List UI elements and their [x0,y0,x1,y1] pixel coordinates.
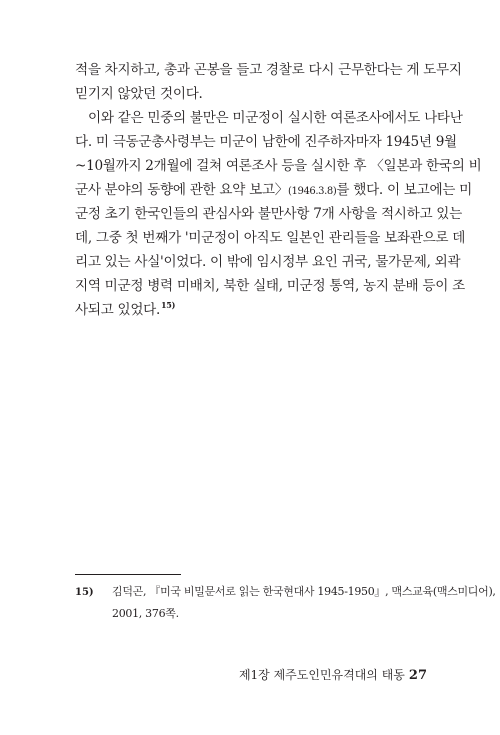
footnote-text: 2001, 376쪽. [112,607,179,620]
chapter-title: 제1장 제주도인민유격대의 태동 [238,668,405,682]
footnote-text: 김덕곤, 『미국 비밀문서로 읽는 한국현대사 1945-1950』, 맥스교육(맥스미디어), [112,585,496,598]
line-part: 사되고 있었다. [75,302,161,318]
line-part: 를 했다. 이 보고에는 미 [336,182,472,198]
paragraph-line: 적을 차지하고, 총과 곤봉을 들고 경찰로 다시 근무한다는 게 도무지 [75,62,462,78]
paragraph-line: 이와 같은 민중의 불만은 미군정이 실시한 여론조사에서도 나타난 [88,110,463,126]
running-footer [239,666,427,683]
paragraph-line: 리고 있는 사실'이었다. 이 밖에 임시정부 요인 귀국, 물가문제, 외곽 [75,254,461,270]
paragraph-line: 군정 초기 한국인들의 관심사와 불만사항 7개 사항을 적시하고 있는 [75,206,462,222]
paragraph-line: ~10월까지 2개월에 걸쳐 여론조사 등을 실시한 후 〈일본과 한국의 비 [75,158,482,174]
page-number: 27 [408,668,427,683]
footnote-reference: 15) [161,300,176,311]
paragraph-line: 지역 미군정 병력 미배치, 북한 실태, 미군정 통역, 농지 분배 등이 조 [75,278,465,294]
paragraph-line: 믿기지 않았던 것이다. [75,86,203,102]
paragraph-line [75,181,472,201]
paragraph-line [75,301,433,319]
footnote-divider [75,574,181,575]
paragraph-line: 데, 그중 첫 번째가 '미군정이 아직도 일본인 관리들을 보좌관으로 데 [75,230,466,246]
paragraph-line: 다. 미 극동군총사령부는 미군이 남한에 진주하자마자 1945년 9월 [75,134,457,150]
date-note: (1946.3.8) [288,186,337,197]
footnote-number: 15) [75,587,94,598]
line-part: 군사 분야의 동향에 관한 요약 보고〉 [75,182,289,198]
